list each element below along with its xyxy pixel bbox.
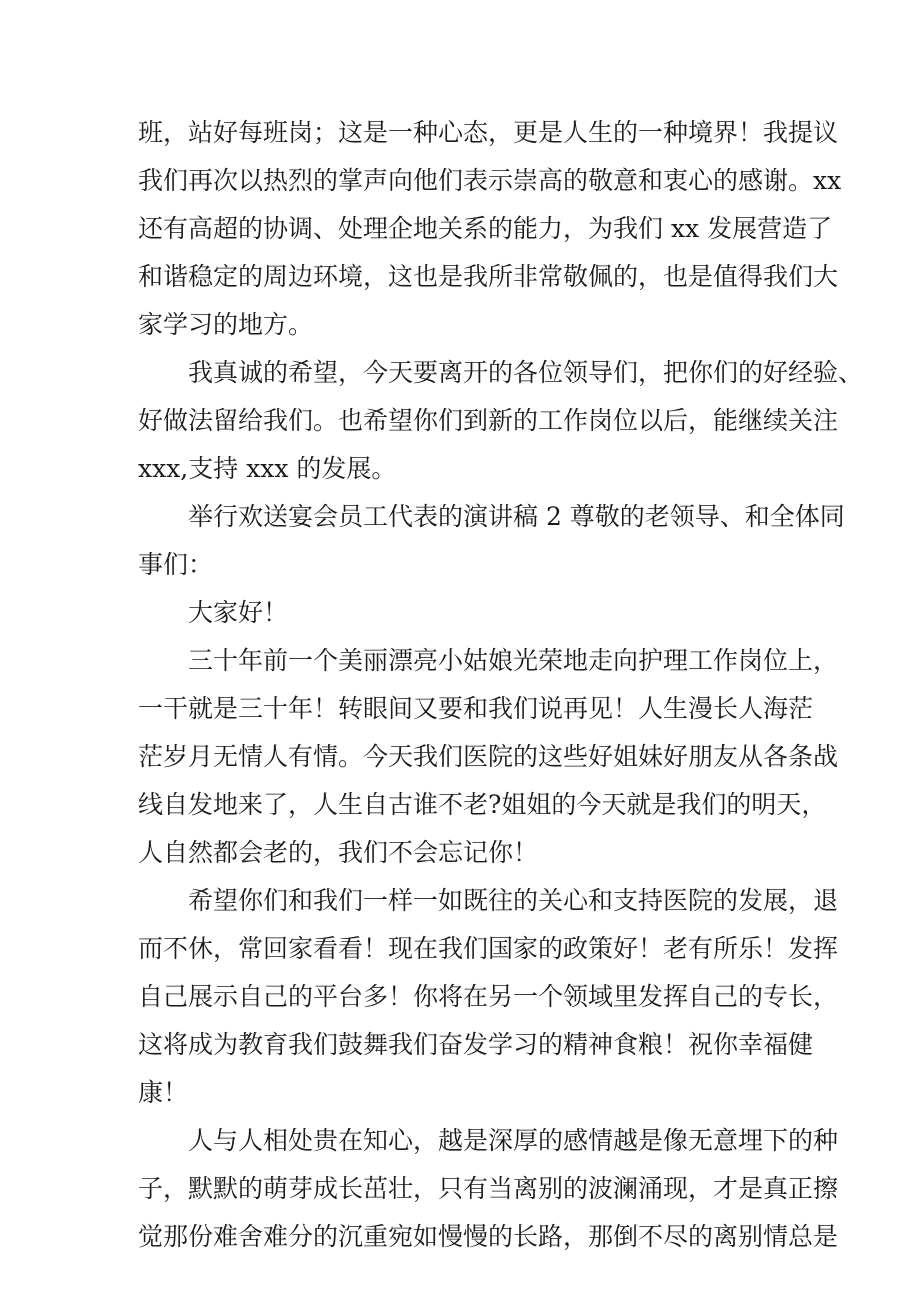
text-line: 这将成为教育我们鼓舞我们奋发学习的精神食粮！祝你幸福健 (138, 1030, 814, 1059)
text-line: 人与人相处贵在知心，越是深厚的感情越是像无意埋下的种 (188, 1126, 839, 1155)
paragraph (138, 349, 864, 493)
text-line: 我真诚的希望，今天要离开的各位领导们，把你们的好经验、 (188, 358, 864, 387)
text-line: 还有高超的协调、处理企地关系的能力，为我们 xx 发展营造了 (138, 214, 833, 243)
text-line: 我们再次以热烈的掌声向他们表示崇高的敬意和衷心的感谢。xx (138, 166, 842, 195)
text-line: 线自发地来了，人生自古谁不老?姐姐的今天就是我们的明天， (138, 790, 827, 819)
text-line: xxx,支持 xxx 的发展。 (138, 454, 397, 483)
text-line: 事们： (138, 550, 214, 579)
paragraph (138, 1117, 839, 1261)
text-line: 康！ (138, 1078, 189, 1107)
text-line: 子，默默的萌芽成长茁壮，只有当离别的波澜涌现，才是真正擦 (138, 1174, 839, 1203)
text-line: 和谐稳定的周边环境，这也是我所非常敬佩的，也是值得我们大 (138, 262, 839, 291)
document-body (138, 109, 864, 1261)
text-line: 三十年前一个美丽漂亮小姑娘光荣地走向护理工作岗位上， (188, 646, 839, 675)
text-line: 觉那份难舍难分的沉重宛如慢慢的长路，那倒不尽的离别情总是 (138, 1222, 839, 1251)
text-line: 大家好！ (188, 598, 289, 627)
text-line: 家学习的地方。 (138, 310, 314, 339)
paragraph (138, 493, 845, 589)
text-line: 班，站好每班岗；这是一种心态，更是人生的一种境界！我提议 (138, 118, 839, 147)
text-line: 茫岁月无情人有情。今天我们医院的这些好姐妹好朋友从各条战 (138, 742, 839, 771)
paragraph (138, 109, 842, 349)
text-line: 人自然都会老的，我们不会忘记你！ (138, 838, 539, 867)
text-line: 自己展示自己的平台多！你将在另一个领域里发挥自己的专长， (138, 982, 839, 1011)
text-line: 而不休，常回家看看！现在我们国家的政策好！老有所乐！发挥 (138, 934, 839, 963)
text-line: 一干就是三十年！转眼间又要和我们说再见！人生漫长人海茫 (138, 694, 814, 723)
text-line: 好做法留给我们。也希望你们到新的工作岗位以后，能继续关注 (138, 406, 839, 435)
paragraph (138, 637, 839, 877)
text-line: 举行欢送宴会员工代表的演讲稿 2 尊敬的老领导、和全体同 (188, 502, 845, 531)
text-line: 希望你们和我们一样一如既往的关心和支持医院的发展，退 (188, 886, 839, 915)
paragraph (138, 877, 839, 1117)
paragraph (138, 589, 798, 637)
